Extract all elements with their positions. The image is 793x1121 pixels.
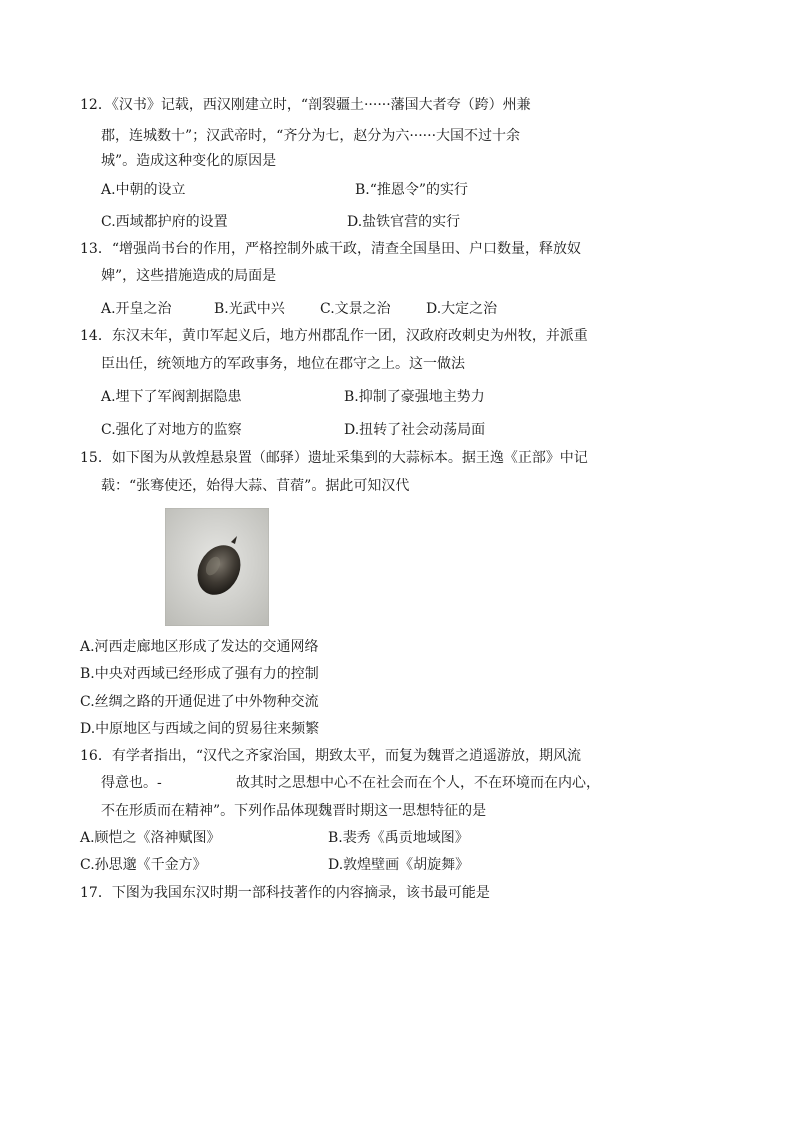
q16-stem-line2a: 得意也。- — [101, 775, 162, 791]
q16-option-d[interactable]: D.敦煌壁画《胡旋舞》 — [328, 857, 470, 873]
q16-option-b[interactable]: B.裴秀《禹贡地域图》 — [328, 830, 469, 846]
q13-option-c[interactable]: C.文景之治 — [320, 301, 391, 317]
garlic-specimen-photo — [165, 508, 269, 626]
q12-stem-line1: 12．《汉书》记载，西汉刚建立时，“剖裂疆土······藩国大者夸（跨）州兼 — [80, 97, 531, 113]
q15-stem-line1: 15．如下图为从敦煌悬泉置（邮驿）遗址采集到的大蒜标本。据王逸《正部》中记 — [80, 450, 588, 466]
garlic-specimen-image — [165, 508, 269, 626]
q13-stem-line1: 13．“增强尚书台的作用，严格控制外戚干政，清查全国垦田、户口数量，释放奴 — [80, 241, 581, 257]
q16-stem-line3: 不在形质而在精神”。下列作品体现魏晋时期这一思想特征的是 — [101, 803, 487, 819]
q14-stem-line2: 臣出任，统领地方的军政事务，地位在郡守之上。这一做法 — [101, 356, 465, 372]
q15-option-b[interactable]: B.中央对西域已经形成了强有力的控制 — [80, 666, 319, 682]
q14-option-b[interactable]: B.抑制了豪强地主势力 — [344, 389, 485, 405]
q13-option-a[interactable]: A.开皇之治 — [101, 301, 172, 317]
q12-option-d[interactable]: D.盐铁官营的实行 — [347, 214, 461, 230]
q12-stem-line3: 城”。造成这种变化的原因是 — [101, 153, 277, 169]
q12-option-c[interactable]: C.西域都护府的设置 — [101, 214, 228, 230]
q15-option-a[interactable]: A.河西走廊地区形成了发达的交通网络 — [80, 639, 319, 655]
q13-option-d[interactable]: D.大定之治 — [426, 301, 498, 317]
q14-option-a[interactable]: A.埋下了军阀割据隐患 — [101, 389, 242, 405]
q15-option-c[interactable]: C.丝绸之路的开通促进了中外物种交流 — [80, 694, 319, 710]
q15-stem-line2: 载：“张骞使还，始得大蒜、苜蓿”。据此可知汉代 — [101, 478, 410, 494]
q16-stem-line2b: 故其时之思想中心不在社会而在个人，不在环境而在内心， — [236, 775, 600, 791]
q14-stem-line1: 14．东汉末年，黄巾军起义后，地方州郡乱作一团，汉政府改刺史为州牧，并派重 — [80, 328, 588, 344]
q12-option-a[interactable]: A.中朝的设立 — [101, 182, 186, 198]
q14-option-d[interactable]: D.扭转了社会动荡局面 — [344, 422, 486, 438]
q16-option-a[interactable]: A.顾恺之《洛神赋图》 — [80, 830, 221, 846]
q13-option-b[interactable]: B.光武中兴 — [214, 301, 285, 317]
q13-stem-line2: 婢”，这些措施造成的局面是 — [101, 268, 277, 284]
q14-option-c[interactable]: C.强化了对地方的监察 — [101, 422, 242, 438]
q16-stem-line1: 16．有学者指出，“汉代之齐家治国，期致太平，而复为魏晋之逍遥游放，期风流 — [80, 748, 581, 764]
q17-stem-line1: 17．下图为我国东汉时期一部科技著作的内容摘录，该书最可能是 — [80, 885, 490, 901]
q16-option-c[interactable]: C.孙思邈《千金方》 — [80, 857, 207, 873]
q15-option-d[interactable]: D.中原地区与西域之间的贸易往来频繁 — [80, 721, 320, 737]
q12-stem-line2: 郡，连城数十”；汉武帝时，“齐分为七，赵分为六······大国不过十余 — [101, 128, 521, 144]
q12-option-b[interactable]: B.“推恩令”的实行 — [355, 182, 469, 198]
